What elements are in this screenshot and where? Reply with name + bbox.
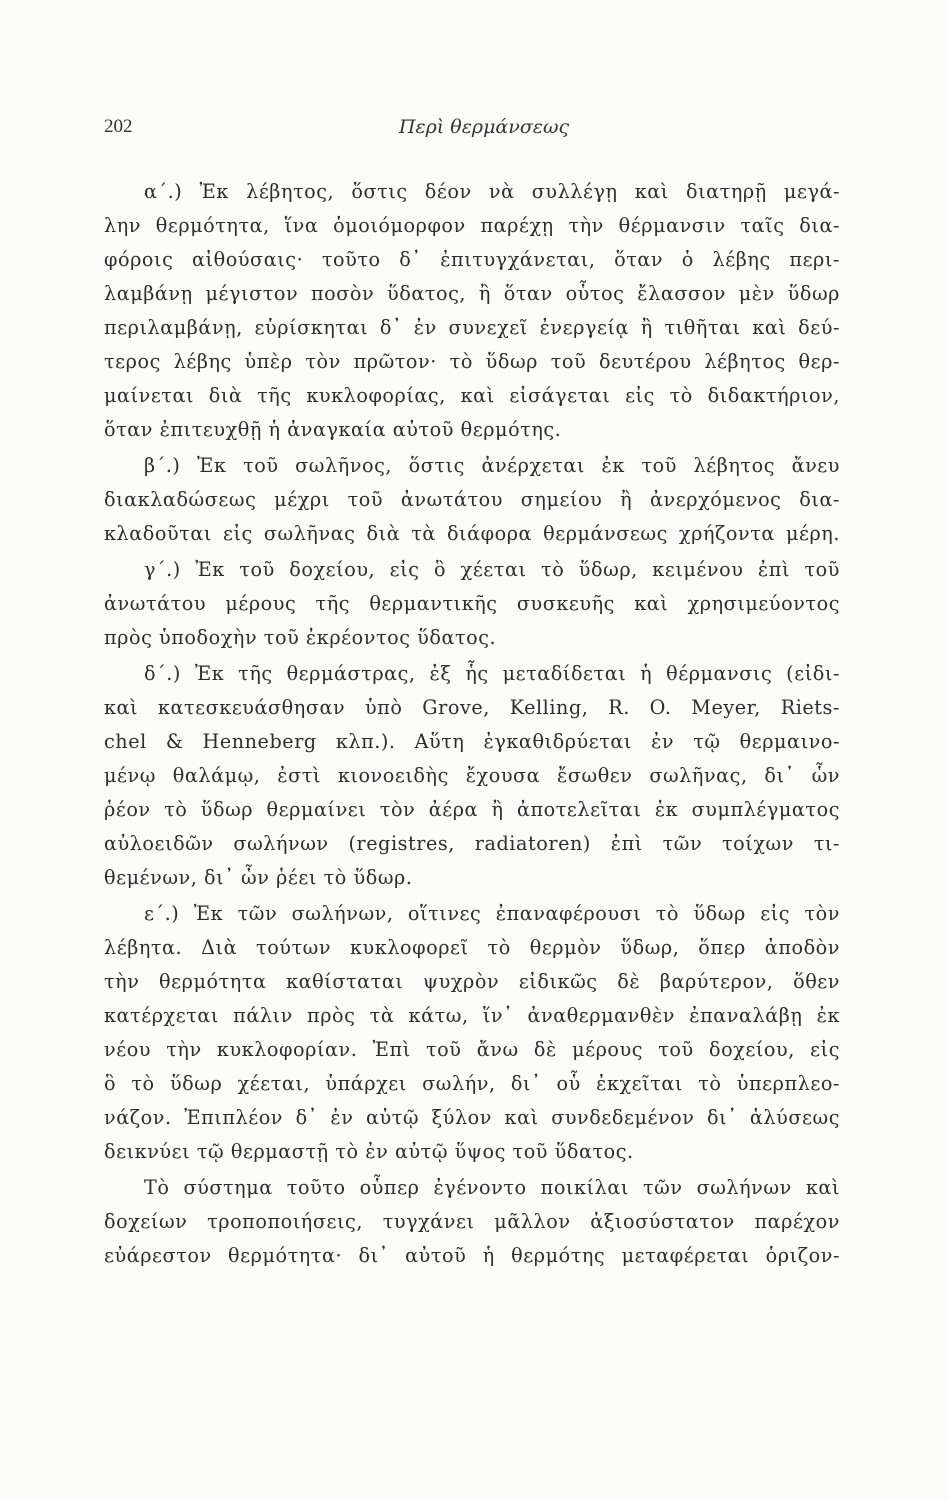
text-line: δ΄.) Ἐκ τῆς θερμάστρας, ἐξ ἧς μεταδίδεται ἡ θέρμανσις (εἰδι- — [144, 662, 840, 685]
text-line: γ΄.) Ἐκ τοῦ δοχείου, εἰς ὃ χέεται τὸ ὕδωρ, κειμένου ἐπὶ τοῦ — [144, 558, 840, 581]
text-line: νέου τὴν κυκλοφορίαν. Ἐπὶ τοῦ ἄνω δὲ μέρους τοῦ δοχείου, εἰς — [104, 1038, 840, 1061]
text-line: εὐάρεστον θερμότητα· δι᾽ αὐτοῦ ἡ θερμότης μεταφέρεται ὁριζον- — [104, 1244, 840, 1267]
text-line: περιλαμβάνῃ, εὑρίσκηται δ᾽ ἐν συνεχεῖ ἐνεργείᾳ ἢ τιθῆται καὶ δεύ- — [104, 316, 840, 339]
text-line: διακλαδώσεως μέχρι τοῦ ἀνωτάτου σημείου ἢ ἀνερχόμενος δια- — [104, 488, 840, 511]
page-number: 202 — [104, 116, 133, 137]
text-line: αὐλοειδῶν σωλήνων (registres, radiatoren) ἐπὶ τῶν τοίχων τι- — [104, 832, 840, 855]
text-line: ὃ τὸ ὕδωρ χέεται, ὑπάρχει σωλήν, δι᾽ οὗ ἐκχεῖται τὸ ὑπερπλεο- — [104, 1072, 840, 1095]
text-line: ἀνωτάτου μέρους τῆς θερμαντικῆς συσκευῆς καὶ χρησιμεύοντος — [104, 592, 840, 615]
text-line: λην θερμότητα, ἵνα ὁμοιόμορφον παρέχῃ τὴν θέρμανσιν ταῖς δια- — [104, 214, 840, 237]
text-line: καὶ κατεσκευάσθησαν ὑπὸ Grove, Kelling, R. O. Meyer, Riets- — [104, 696, 840, 719]
text-line: ε΄.) Ἐκ τῶν σωλήνων, οἵτινες ἐπαναφέρουσι τὸ ὕδωρ εἰς τὸν — [144, 902, 840, 925]
text-line: β΄.) Ἐκ τοῦ σωλῆνος, ὅστις ἀνέρχεται ἐκ τοῦ λέβητος ἄνευ — [144, 454, 840, 477]
text-line: α΄.) Ἐκ λέβητος, ὅστις δέον νὰ συλλέγῃ καὶ διατηρῇ μεγά- — [144, 180, 840, 203]
text-line: ὅταν ἐπιτευχθῇ ἡ ἀναγκαία αὐτοῦ θερμότης. — [104, 418, 562, 441]
text-line: μαίνεται διὰ τῆς κυκλοφορίας, καὶ εἰσάγεται εἰς τὸ διδακτήριον, — [104, 384, 840, 407]
text-line: λέβητα. Διὰ τούτων κυκλοφορεῖ τὸ θερμὸν ὕδωρ, ὅπερ ἀποδὸν — [104, 936, 840, 959]
text-line: κλαδοῦται εἰς σωλῆνας διὰ τὰ διάφορα θερμάνσεως χρήζοντα μέρη. — [104, 522, 840, 545]
running-title: Περὶ θερμάνσεως — [398, 116, 570, 138]
text-line: τὴν θερμότητα καθίσταται ψυχρὸν εἰδικῶς δὲ βαρύτερον, ὅθεν — [104, 970, 840, 993]
text-line: μένῳ θαλάμῳ, ἐστὶ κιονοειδὴς ἔχουσα ἔσωθεν σωλῆνας, δι᾽ ὧν — [104, 764, 840, 787]
text-line: ῥέον τὸ ὕδωρ θερμαίνει τὸν ἀέρα ἢ ἀποτελεῖται ἐκ συμπλέγματος — [104, 798, 840, 821]
text-line: λαμβάνῃ μέγιστον ποσὸν ὕδατος, ἢ ὅταν οὗτος ἔλασσον μὲν ὕδωρ — [104, 282, 840, 305]
text-line: φόροις αἰθούσαις· τοῦτο δ᾽ ἐπιτυγχάνεται, ὅταν ὁ λέβης περι- — [104, 248, 840, 271]
text-line: πρὸς ὑποδοχὴν τοῦ ἐκρέοντος ὕδατος. — [104, 626, 497, 649]
text-line: Τὸ σύστημα τοῦτο οὗπερ ἐγένοντο ποικίλαι τῶν σωλήνων καὶ — [144, 1176, 840, 1199]
text-line: δεικνύει τῷ θερμαστῇ τὸ ἐν αὐτῷ ὕψος τοῦ ὕδατος. — [104, 1140, 634, 1163]
text-line: θεμένων, δι᾽ ὧν ῥέει τὸ ὕδωρ. — [104, 866, 413, 889]
text-line: δοχείων τροποποιήσεις, τυγχάνει μᾶλλον ἀξιοσύστατον παρέχον — [104, 1210, 840, 1233]
text-line: τερος λέβης ὑπὲρ τὸν πρῶτον· τὸ ὕδωρ τοῦ δευτέρου λέβητος θερ- — [104, 350, 840, 373]
text-line: chel & Henneberg κλπ.). Αὕτη ἐγκαθιδρύεται ἐν τῷ θερμαινο- — [104, 730, 840, 753]
text-line: νάζον. Ἐπιπλέον δ᾽ ἐν αὐτῷ ξύλον καὶ συνδεδεμένον δι᾽ ἁλύσεως — [104, 1106, 840, 1129]
text-line: κατέρχεται πάλιν πρὸς τὰ κάτω, ἵν᾽ ἀναθερμανθὲν ἐπαναλάβῃ ἐκ — [104, 1004, 840, 1027]
